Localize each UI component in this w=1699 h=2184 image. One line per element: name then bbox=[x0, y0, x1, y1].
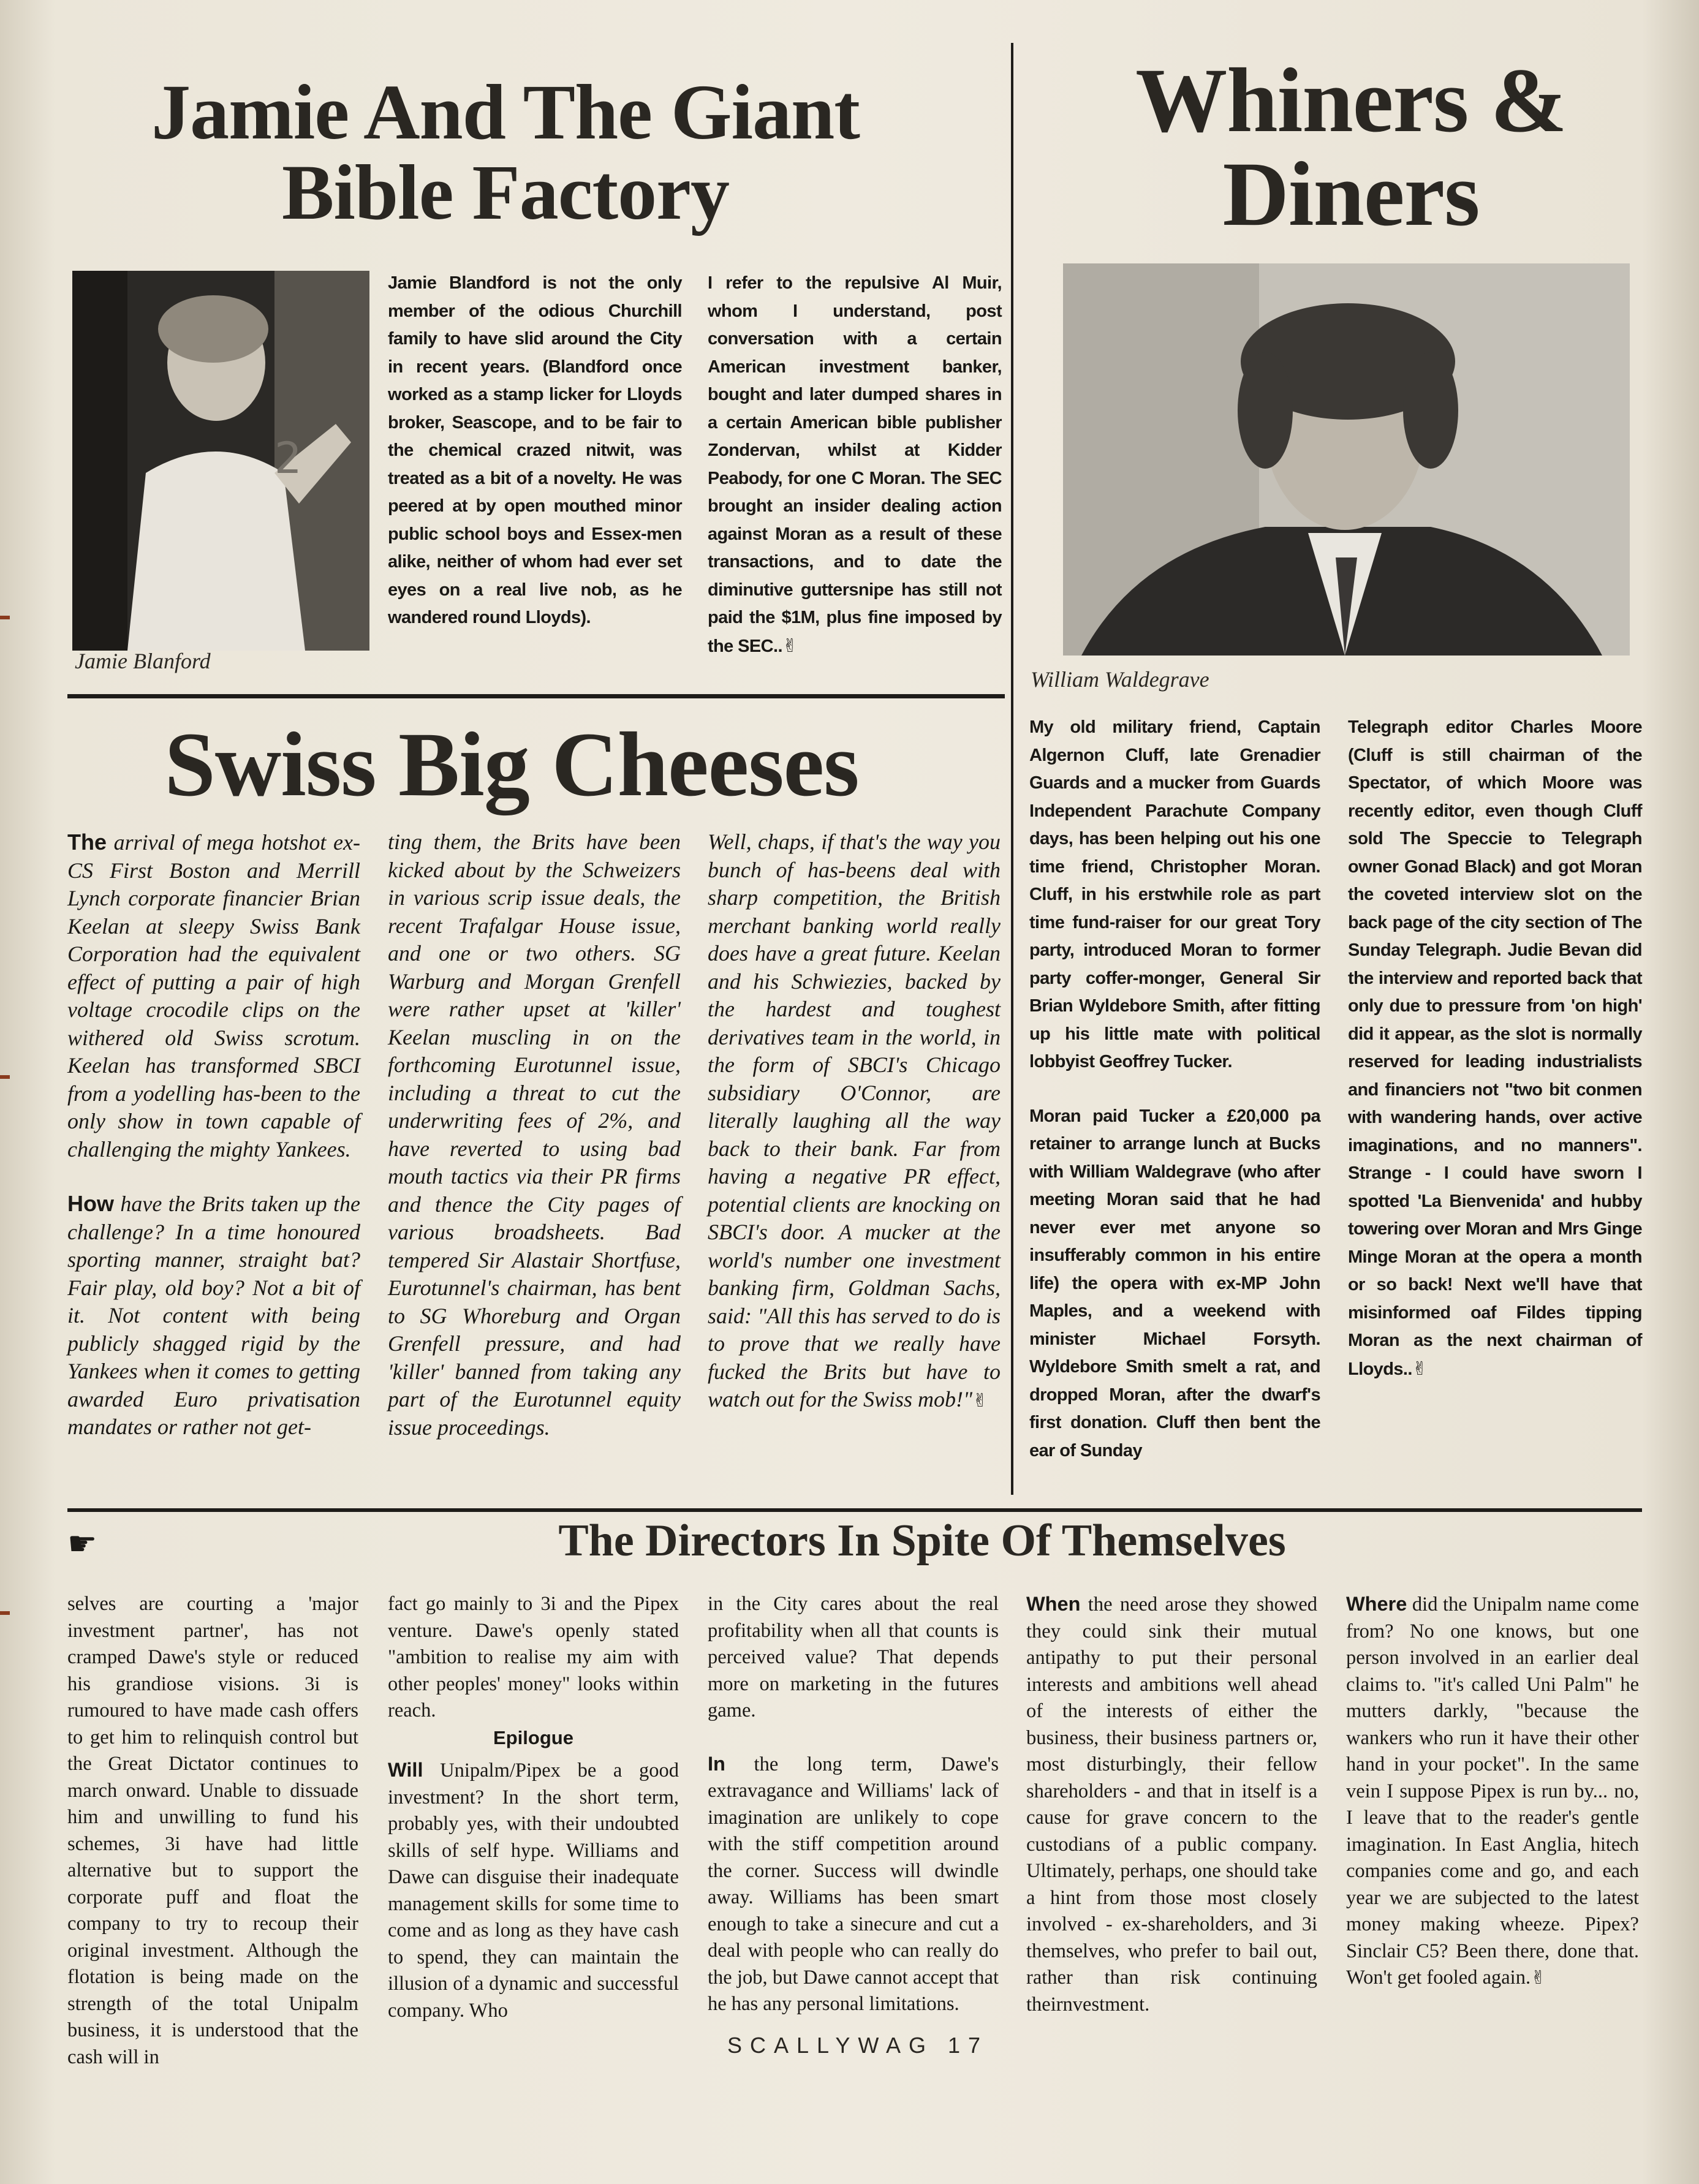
staple-mark bbox=[0, 1611, 10, 1615]
jamie-photo-caption: Jamie Blanford bbox=[75, 649, 211, 673]
swiss-column-1: The arrival of mega hotshot ex-CS First Boston and Merrill Lynch corporate financier Brian Keelan at sleepy Swiss Bank Corporation had the equivalent effect of putting a pair of high voltage crocodile clips on the withered old Swiss scrotum. Keelan has transformed SBCI from a yodelling has-been to the only show in town capable of challenging the mighty Yankees. How have the Brits taken up the challenge? In a time honoured sporting manner, straight bat? Fair play, old boy? Not a bit of it. Not content with being publicly shagged rigid by the Yankees when it comes to getting awarded Euro privatisation mandates or rather not get- bbox=[67, 829, 360, 1439]
end-mark-icon: ✌ bbox=[782, 635, 798, 657]
end-mark-icon: ✌ bbox=[1531, 1967, 1546, 1989]
directors-column-4: When the need arose they showed they could sink their mutual antipathy to put their personal interests and ambitions well ahead of the interests of either the business, their business partners or, most disturbingly, their fellow shareholders - and that in itself is a cause for grave concern to the custodians of a public company. Ultimately, perhaps, one should take a hint from those most closely involved - ex-shareholders, and 3i themselves, who prefer to bail out, rather than risk continuing theirnvestment. bbox=[1026, 1593, 1317, 2016]
directors-column-3: in the City cares about the real profitability when all that counts is perceived value? That depends more on marketing in the futures game. In the long term, Dawe's extravagance and Williams' lack of imagination are unlikely to cope with the stiff competition around the corner. Success will dwindle away. Williams has been smart enough to take a sinecure and cut a deal with people who can really do the job, but Dawe cannot accept that he has any personal limitations. bbox=[708, 1593, 999, 2015]
directors-column-5: Where did the Unipalm name come from? No one knows, but one person involved in an earlier deal claims to. "it's called Uni Palm" he mutters darkly, "because the wankers who run it have their other hand in your pocket". In the same vein I suppose Pipex is run by... no, I leave that to the reader's gentle imagination. In East Anglia, hitech companies come and go, and each year we are subjected to the latest money making wheeze. Pipex? Sinclair C5? Been there, done that. Won't get fooled again.✌ bbox=[1346, 1593, 1639, 1989]
jamie-column-1: Jamie Blandford is not the only member of the odious Churchill family to have slid around the City in recent years. (Blandford once worked as a stamp licker for Lloyds broker, Seascope, and to be fair to the chemical crazed nitwit, was treated as a bit of a novelty. He was peered at by open mouthed minor public school boys and Essex-men alike, neither of whom had ever set eyes on a real live nob, as he wandered round Lloyds). bbox=[388, 273, 682, 627]
section-rule bbox=[67, 694, 1005, 698]
jamie-column-2: I refer to the repulsive Al Muir, whom I understand, post conversation with a certain American investment banker, bought and later dumped shares in a certain American bible publisher Zondervan, whilst at Kidder Peabody, for one C Moran. The SEC brought an insider dealing action against Moran as a result of these transactions, and to date the diminutive guttersnipe has still not paid the $1M, plus fine imposed by the SEC..✌ bbox=[708, 273, 1002, 657]
column-divider bbox=[1011, 43, 1013, 1495]
directors-column-1: selves are courting a 'major investment partner', has not cramped Dawe's style or reduced his grandiose visions. 3i is rumoured to have made cash offers to get him to relinquish control but the Great Dictator continues to march onward. Unable to dissuade him and unwilling to fund his schemes, 3i have had little alternative but to support the corporate puff and float the company to try to recoup their original investment. Although the flotation is being made on the strength of the total Unipalm business, it is understood that the cash will in bbox=[67, 1593, 358, 2068]
pointing-hand-icon: ☛ bbox=[67, 1524, 97, 1563]
directors-headline: The Directors In Spite Of Themselves bbox=[558, 1516, 1286, 1566]
whiners-headline: Whiners & Diners bbox=[1135, 50, 1567, 245]
jamie-photo-figure bbox=[72, 271, 369, 651]
epilogue-subhead: Epilogue bbox=[493, 1726, 573, 1748]
directors-column-2: fact go mainly to 3i and the Pipex venture. Dawe's openly stated "ambition to realise my aim with other peoples' money" looks within reach. Epilogue Will Unipalm/Pipex be a good investment? In the short term, probably yes, with their undoubted skills of self hype. Williams and Dawe can disguise their inadequate management skills for some time to come and as long as they have cash to spend, they can maintain the illusion of a dynamic and successful company. Who bbox=[388, 1593, 679, 2022]
staple-mark bbox=[0, 1075, 10, 1079]
swiss-headline: Swiss Big Cheeses bbox=[164, 714, 859, 815]
end-mark-icon: ✌ bbox=[972, 1390, 988, 1411]
page-footer: SCALLYWAG 17 bbox=[727, 2033, 989, 2058]
william-waldegrave-photo bbox=[1063, 263, 1630, 656]
staple-mark bbox=[0, 616, 10, 619]
jamie-headline: Jamie And The Giant Bible Factory bbox=[151, 69, 860, 236]
swiss-column-2: ting them, the Brits have been kicked about by the Schweizers in various scrip issue deals, the recent Trafalgar House issue, and one or two others. SG Warburg and Morgan Grenfell were rather upset at 'killer' Keelan muscling in on the forthcoming Eurotunnel issue, including a threat to cut the underwriting fees of 2%, and have reverted to using bad mouth tactics via their PR firms and thence the City pages of various broadsheets. Bad tempered Sir Alastair Shortfuse, Eurotunnel's chairman, has bent to SG Whoreburg and Organ Grenfell pressure, and had 'killer' banned from taking any part of the Eurotunnel equity issue proceedings. bbox=[388, 829, 681, 1440]
whiners-column-1: My old military friend, Captain Algernon Cluff, late Grenadier Guards and a mucker from Guards Independent Parachute Company days, has been helping out his one time friend, Christopher Moran. Cluff, in his erstwhile role as part time fund-raiser for our great Tory party, introduced Moran to former party coffer-monger, General Sir Brian Wyldebore Smith, after fitting up his little mate with political lobbyist Geoffrey Tucker. Moran paid Tucker a £20,000 pa retainer to arrange lunch at Bucks with William Waldegrave (who after meeting Moran said that he had never ever met anyone so insufferably common in his entire life) the opera with ex-MP John Maples, and a weekend with minister Michael Forsyth. Wyldebore Smith smelt a rat, and dropped Moran, after the dwarf's first donation. Cluff then bent the ear of Sunday bbox=[1029, 717, 1320, 1460]
end-mark-icon: ✌ bbox=[1412, 1358, 1428, 1380]
jamie-blandford-photo bbox=[72, 271, 369, 651]
waldegrave-photo-caption: William Waldegrave bbox=[1031, 667, 1209, 692]
swiss-column-3: Well, chaps, if that's the way you bunch of has-beens deal with sharp competition, the British merchant banking world really does have a great future. Keelan and his Schwiezies, backed by the hardest and toughest derivatives team in the world, in the form of SBCI's Chicago subsidiary O'Connor, are literally laughing all the way back to their bank. Far from having a negative PR effect, potential clients are knocking on SBCI's door. A mucker at the world's number one investment banking firm, Goldman Sachs, said: "All this has served to do is to prove that we really have fucked the Brits but have to watch out for the Swiss mob!"✌ bbox=[708, 829, 1001, 1411]
svg-text:2: 2 bbox=[274, 433, 302, 483]
waldegrave-photo-figure bbox=[1063, 263, 1630, 656]
section-rule bbox=[67, 1508, 1642, 1512]
whiners-column-2: Telegraph editor Charles Moore (Cluff is still chairman of the Spectator, of which Moore was recently editor, even though Cluff sold The Speccie to Telegraph owner Gonad Black) and got Moran the coveted interview slot on the back page of the city section of The Sunday Telegraph. Judie Bevan did the interview and reported back that only due to pressure from 'on high' did it appear, as the slot is normally reserved for leading industrialists and financiers not "two bit conmen with wandering hands, over active imaginations, and no manners". Strange - I could have sworn I spotted 'La Bienvenida' and hubby towering over Moran and Mrs Ginge Minge Moran at the opera a month or so back! Next we'll have that misinformed oaf Fildes tipping Moran as the next chairman of Lloyds..✌ bbox=[1348, 717, 1642, 1380]
